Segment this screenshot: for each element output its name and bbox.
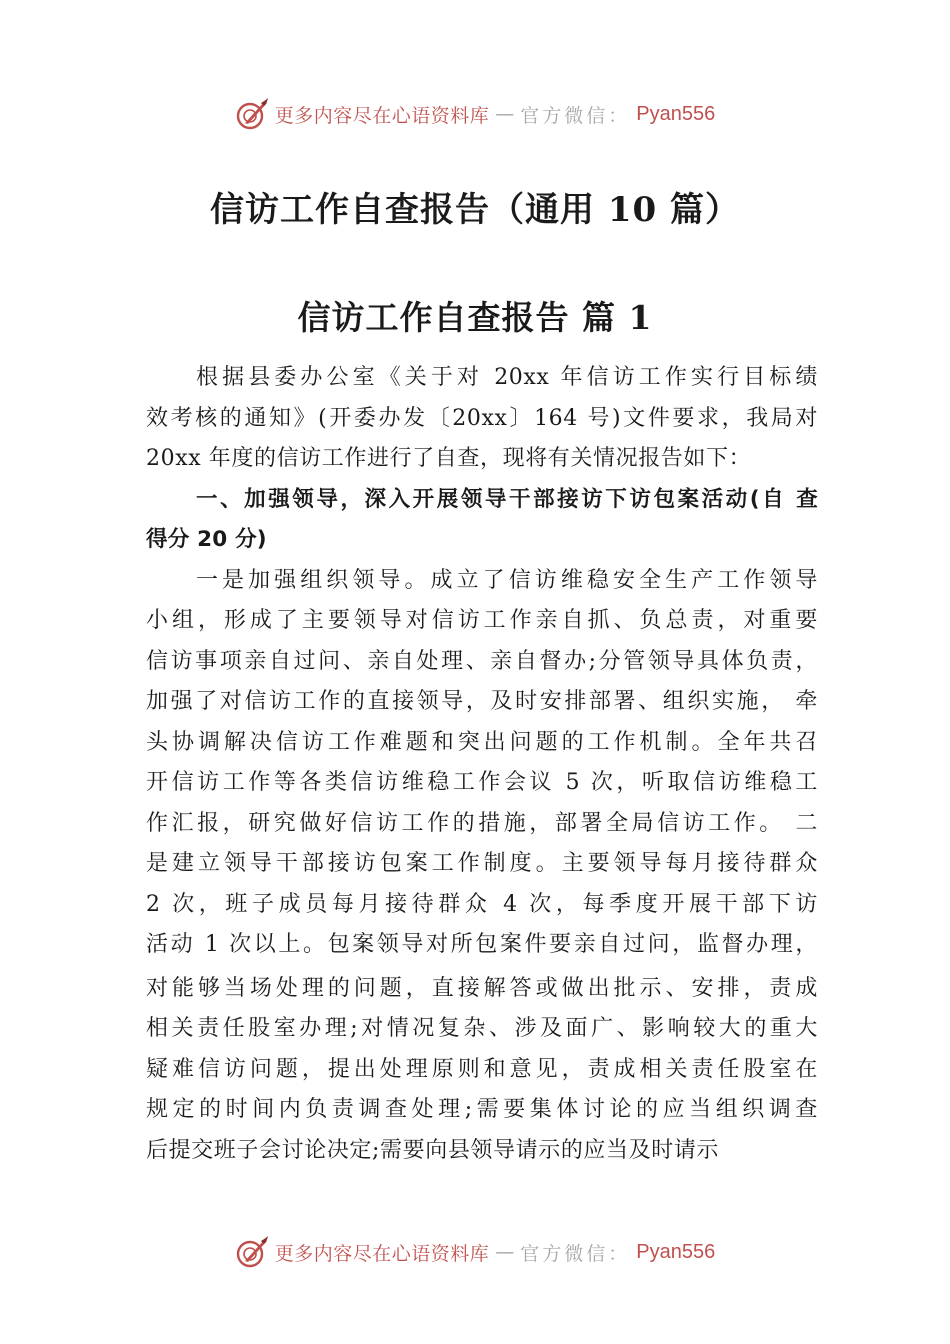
- document-body: [146, 358, 818, 1171]
- section-heading-line: 一、加强领导，深入开展领导干部接访下访包案活动(自 查: [196, 486, 818, 512]
- document-title: 信访工作自查报告（通用 10 篇）: [210, 190, 740, 230]
- quill-seal-icon: [235, 1235, 269, 1269]
- body-line: 活动 1 次以上。包案领导对所包案件要亲自过问，监督办理，: [146, 932, 818, 957]
- wechat-id: Pyan556: [636, 1240, 716, 1263]
- body-line: 疑难信访问题，提出处理原则和意见，责成相关责任股室在: [146, 1056, 818, 1082]
- quill-seal-icon: [235, 97, 269, 131]
- wechat-id: Pyan556: [636, 102, 716, 125]
- brand-separator: —: [495, 1241, 515, 1263]
- body-line: 效考核的通知》(开委办发〔20xx〕164 号)文件要求，我局对: [146, 405, 818, 431]
- body-line: 20xx 年度的信访工作进行了自查，现将有关情况报告如下：: [146, 446, 752, 471]
- body-line: 作汇报，研究做好信访工作的措施，部署全局信访工作。 二: [146, 810, 818, 836]
- body-line: 开信访工作等各类信访维稳工作会议 5 次，听取信访维稳工: [146, 770, 818, 795]
- section-heading-line: 得分 20 分): [146, 527, 267, 552]
- body-line: 根据县委办公室《关于对 20xx 年信访工作实行目标绩: [196, 365, 818, 390]
- body-line: 相关责任股室办理;对情况复杂、涉及面广、影响较大的重大: [146, 1016, 818, 1041]
- brand-text: 更多内容尽在心语资料库: [274, 104, 490, 127]
- brand-text: 更多内容尽在心语资料库: [274, 1242, 490, 1265]
- body-line: 对能够当场处理的问题，直接解答或做出批示、安排，责成: [146, 975, 818, 1001]
- footer-watermark: [0, 1232, 950, 1272]
- body-line: 是建立领导干部接访包案工作制度。主要领导每月接待群众: [146, 851, 818, 876]
- section-title: 信访工作自查报告 篇 1: [297, 298, 653, 337]
- body-line: 一是加强组织领导。成立了信访维稳安全生产工作领导: [196, 567, 818, 593]
- body-line: 规定的时间内负责调查处理;需要集体讨论的应当组织调查: [146, 1097, 818, 1122]
- wechat-label: 官方微信：: [520, 1242, 631, 1265]
- body-line: 小组，形成了主要领导对信访工作亲自抓、负总责，对重要: [146, 608, 818, 633]
- brand-separator: —: [495, 103, 515, 125]
- wechat-label: 官方微信：: [520, 104, 631, 127]
- body-line: 信访事项亲自过问、亲自处理、亲自督办;分管领导具体负责，: [146, 648, 818, 674]
- body-line: 2 次，班子成员每月接待群众 4 次，每季度开展干部下访: [146, 891, 818, 917]
- header-watermark: [0, 94, 950, 134]
- body-line: 加强了对信访工作的直接领导，及时安排部署、组织实施， 牵: [146, 689, 818, 714]
- body-line: 头协调解决信访工作难题和突出问题的工作机制。全年共召: [146, 729, 818, 755]
- body-line: 后提交班子会讨论决定;需要向县领导请示的应当及时请示: [146, 1137, 720, 1163]
